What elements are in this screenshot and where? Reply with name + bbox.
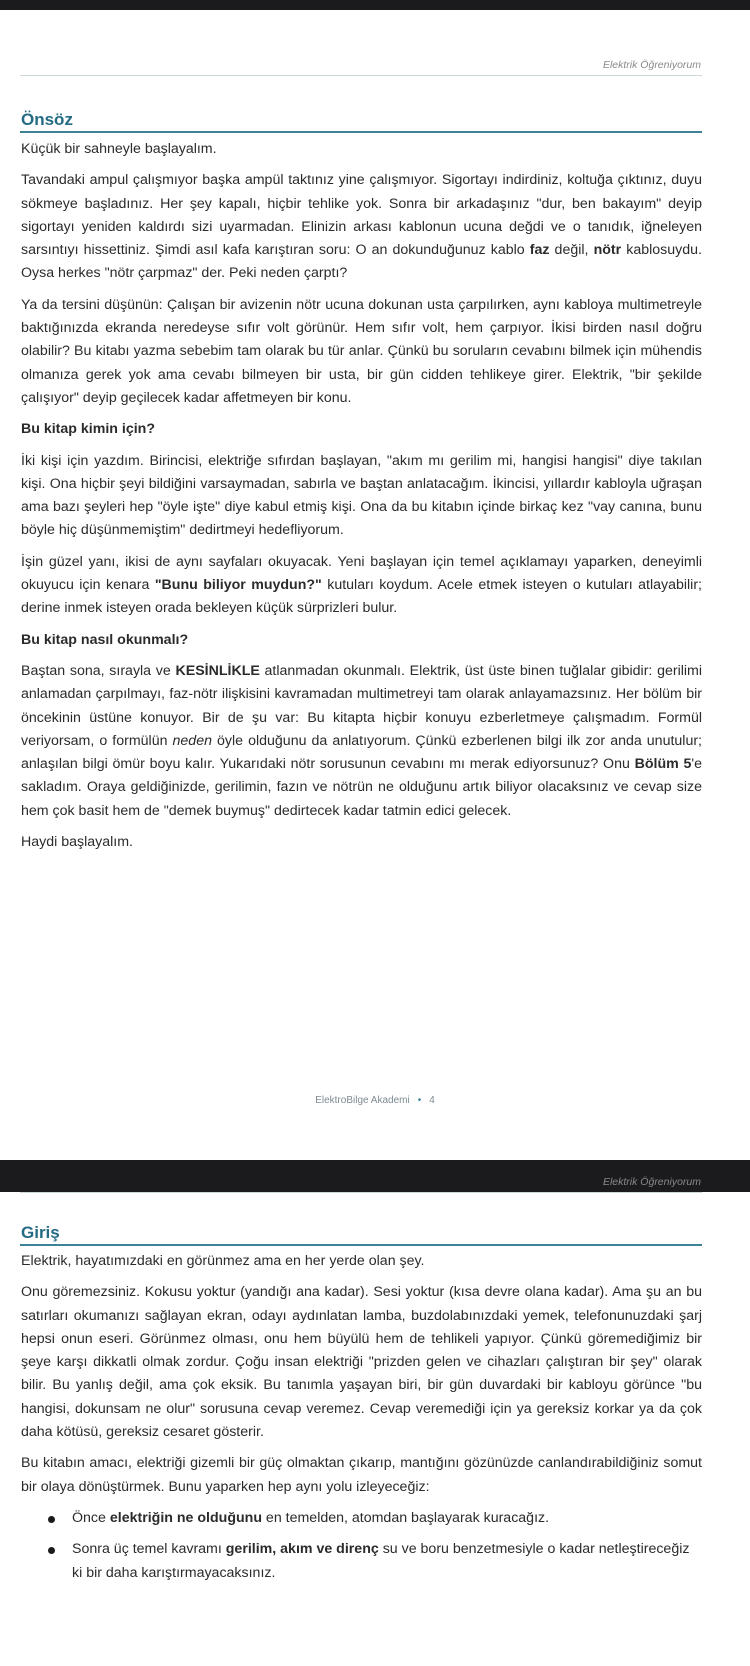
section-title: Önsöz	[21, 110, 73, 129]
section-body	[21, 138, 702, 854]
list-item: Sonra üç temel kavramı gerilim, akım ve direnç su ve boru benzetmesiyle o kadar netleştireceğiz ki bir daha karıştırmayacaksınız.	[21, 1538, 702, 1585]
paragraph: Elektrik, hayatımızdaki en görünmez ama en her yerde olan şey.	[21, 1253, 425, 1269]
footer-publisher: ElektroBilge Akademi	[315, 1095, 410, 1106]
subheading: Bu kitap nasıl okunmalı?	[21, 631, 189, 648]
paragraph: Bu kitabın amacı, elektriği gizemli bir güç olmaktan çıkarıp, mantığını gözünüzde canlandırabildiğiniz somut bir olaya dönüştürmek. Bunu yaparken hep aynı yolu izleyeceğiz:	[21, 1455, 702, 1495]
title-rule	[20, 131, 702, 133]
paragraph: Ya da tersini düşünün: Çalışan bir avizenin nötr ucuna dokunan usta çarpılırken, aynı kabloya multimetreyle baktığınızda ekranda neredeyse sıfır volt görünür. Hem sıfır volt, hem çarpıyor. İkisi birden nasıl doğru olabilir? Bu kitabı yazma sebebim tam olarak bu tür anlar. Çünkü bu soruların cevabını bilmek için mühendis olmanıza gerek yok ama cevabı bilmeyen bir usta, bir gün cidden tehlikeye girer. Elektrik, "bir şekilde çalışıyor" deyip geçilecek kadar affetmeyen bir konu.	[21, 296, 702, 406]
header-rule	[20, 75, 702, 76]
running-head: Elektrik Öğreniyorum	[602, 1176, 701, 1188]
paragraph: İşin güzel yanı, ikisi de aynı sayfaları okuyacak. Yeni başlayan için temel açıklamayı yaparken, deneyimli okuyucu için kenara "Bunu biliyor muydun?" kutuları koydum. Acele etmek isteyen o kutuları atlayabilir; derine inmek isteyen orada bekleyen küçük sürprizleri bulur.	[21, 553, 702, 617]
bullet-icon	[48, 1516, 55, 1523]
page-number: 4	[429, 1095, 435, 1106]
title-rule	[20, 1244, 702, 1246]
page-two	[0, 1176, 750, 1666]
section-body	[21, 1250, 702, 1593]
paragraph: Baştan sona, sırayla ve KESİNLİKLE atlanmadan okunmalı. Elektrik, üst üste binen tuğlalar gibidir: gerilimi anlamadan çarpılmayı, faz-nötr ilişkisini kavramadan multimetreyi tam olarak anlayamazsınız. Her bölüm bir öncekinin üstüne konuyor. Bir de şu var: Bu kitapta hiçbir konuyu ezberletmeye çalışmadım. Formül veriyorsam, o formülün neden öyle olduğunu da anlatıyorum. Çünkü ezberlenen bilgi ilk zor anda unutulur; anlaşılan bilgi ömür boyu kalır. Yukarıdaki nötr sorusunun cevabını mı merak ediyorsunuz? Onu Bölüm 5'e sakladım. Oraya geldiğinizde, gerilimin, fazın ve nötrün ne olduğunu artık biliyor olacaksınız ve cevap size hem çok basit hem de "demek buymuş" dedirtecek kadar tatmin edici gelecek.	[21, 662, 703, 819]
header-rule	[20, 1192, 702, 1193]
paragraph: Küçük bir sahneyle başlayalım.	[21, 141, 217, 157]
paragraph: Haydi başlayalım.	[21, 834, 133, 851]
list-item: Önce elektriğin ne olduğunu en temelden, atomdan başlayarak kuracağız.	[21, 1507, 702, 1530]
paragraph: Onu göremezsiniz. Kokusu yoktur (yandığı ana kadar). Sesi yoktur (kısa devre olana kadar). Ama şu an bu satırları okumanızı sağlayan ekran, odayı aydınlatan lamba, buzdolabınızdaki yemek, telefonunuzdaki şarj hepsi onun eseri. Görünmez olması, onu hem büyülü hem de tehlikeli yapıyor. Çünkü göremediğimiz bir şeye karşı dikkatli olmak zordur. Çoğu insan elektriği "prizden gelen ve cihazları çalıştıran bir şey" olarak bilir. Bu yanlış değil, ama çok eksik. Bu tanımla yaşayan biri, bir gün duvardaki bir kabloyu görünce "bu hangisi, dokunsam ne olur" sorusuna cevap veremez. Cevap veremediği için ya gereksiz korkar ya da çok daha kötüsü, gereksiz cesaret gösterir.	[21, 1284, 702, 1441]
bullet-icon	[48, 1547, 55, 1554]
page-one	[0, 10, 750, 1160]
page-footer	[0, 1095, 750, 1106]
footer-separator: •	[417, 1095, 422, 1106]
running-head: Elektrik Öğreniyorum	[602, 59, 701, 71]
subheading: Bu kitap kimin için?	[21, 421, 156, 438]
bullet-list	[21, 1507, 702, 1585]
section-title: Giriş	[21, 1223, 60, 1242]
paragraph: Tavandaki ampul çalışmıyor başka ampül taktınız yine çalışmıyor. Sigortayı indirdiniz, koltuğa çıktınız, duyu sökmeye başladınız. Her şey kapalı, hiçbir tehlike yok. Sonra bir arkadaşınız "dur, ben bakayım" deyip sigortayı yeniden kaldırdı sizi uyarmadan. Elinizin arkası kablonun ucuna değdi ve o tanıdık, iğneleyen sarsıntıyı hissettiniz. Şimdi asıl kafa karıştıran soru: O an dokunduğunuz kablo faz değil, nötr kablosuydu. Oysa herkes "nötr çarpmaz" der. Peki neden çarptı?	[21, 172, 702, 282]
paragraph: İki kişi için yazdım. Birincisi, elektriğe sıfırdan başlayan, "akım mı gerilim mi, hangisi hangisi" diye takılan kişi. Ona hiçbir şeyi bildiğini varsaymadan, sabırla ve baştan anlatacağım. İkincisi, yıllardır kabloyla uğraşan ama bazı şeyleri hep "öyle işte" diye kabul etmiş kişi. Ona da bu kitabın içinde birkaç kez "vay canına, bunu böyle hiç düşünmemiştim" dedirtmeyi hedefliyorum.	[21, 452, 702, 539]
